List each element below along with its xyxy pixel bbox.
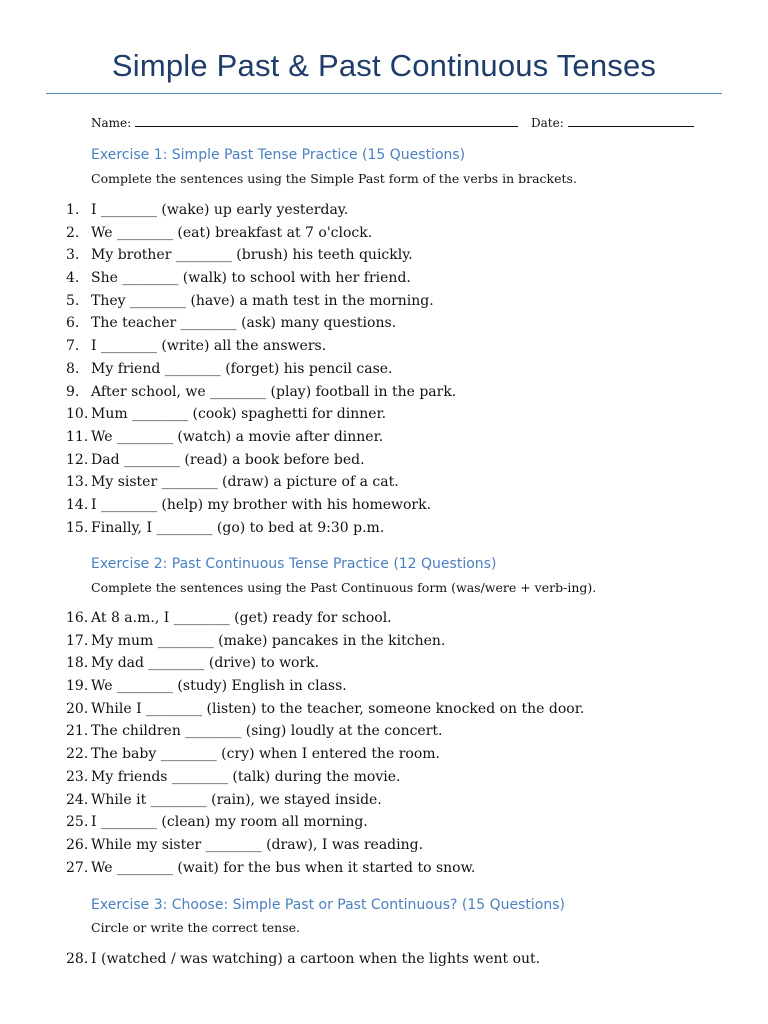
question-number: 11. [66,428,89,445]
question-text: While I ________ (listen) to the teacher, someone knocked on the door. [91,700,585,717]
question-number: 10. [66,406,89,423]
question-number: 27. [66,859,89,876]
question-number: 9. [66,383,80,400]
question-number: 12. [66,451,89,468]
question-number: 14. [66,496,89,513]
question-text: Dad ________ (read) a book before bed. [91,451,365,468]
question-text: My brother ________ (brush) his teeth quickly. [91,247,413,264]
question-text: Finally, I ________ (go) to bed at 9:30 p.m. [91,519,385,536]
question-text: While it ________ (rain), we stayed inside. [91,791,382,808]
question-text: After school, we ________ (play) football in the park. [91,383,457,400]
question-number: 2. [66,224,80,241]
question-number: 7. [66,338,80,355]
question-number: 23. [66,768,89,785]
question-text: She ________ (walk) to school with her friend. [91,270,411,287]
exercise-3-heading: Exercise 3: Choose: Simple Past or Past Continuous? (15 Questions) [91,897,565,913]
exercise-3-instruction: Circle or write the correct tense. [91,920,301,935]
question-number: 26. [66,836,89,853]
question-text: At 8 a.m., I ________ (get) ready for school. [91,610,392,626]
question-text: My friend ________ (forget) his pencil case. [91,360,393,377]
question-number: 5. [66,292,80,309]
question-number: 15. [66,519,89,536]
question-number: 13. [66,474,89,491]
question-number: 22. [66,746,89,763]
question-text: We ________ (watch) a movie after dinner. [91,428,384,445]
question-text: While my sister ________ (draw), I was reading. [91,836,424,853]
question-text: I ________ (write) all the answers. [91,338,327,355]
question-number: 25. [66,814,89,831]
question-number: 18. [66,655,89,672]
question-text: My dad ________ (drive) to work. [91,655,320,672]
question-number: 16. [66,610,89,626]
question-text: We ________ (eat) breakfast at 7 o'clock. [91,224,373,241]
exercise-1-instruction: Complete the sentences using the Simple Past form of the verbs in brackets. [91,171,577,186]
question-text: We ________ (wait) for the bus when it started to snow. [91,859,476,876]
date-field[interactable] [531,114,694,130]
name-blank-line[interactable] [135,114,518,127]
question-text: My friends ________ (talk) during the movie. [91,768,401,785]
question-number: 17. [66,632,89,649]
question-text: The teacher ________ (ask) many questions. [91,315,397,332]
question-number: 28. [66,951,89,967]
question-number: 19. [66,678,89,695]
question-number: 21. [66,723,89,740]
name-field[interactable] [91,114,518,130]
date-blank-line[interactable] [568,114,694,127]
question-text: I ________ (help) my brother with his homework. [91,496,432,513]
question-text: I ________ (clean) my room all morning. [91,814,368,831]
question-text: They ________ (have) a math test in the morning. [91,292,434,309]
exercise-2-instruction: Complete the sentences using the Past Continuous form (was/were + verb-ing). [91,580,597,595]
question-text: The children ________ (sing) loudly at the concert. [91,723,443,740]
question-text: I ________ (wake) up early yesterday. [91,202,349,218]
question-number: 20. [66,700,89,717]
question-text: My sister ________ (draw) a picture of a cat. [91,474,399,491]
page-title: Simple Past & Past Continuous Tenses [111,48,657,83]
question-number: 4. [66,270,80,287]
name-label: Name: [91,116,132,130]
question-text: My mum ________ (make) pancakes in the kitchen. [91,632,446,649]
date-label: Date: [531,116,564,130]
question-number: 3. [66,247,80,264]
question-number: 24. [66,791,89,808]
question-number: 8. [66,360,80,377]
question-text: I (watched / was watching) a cartoon when the lights went out. [91,951,541,967]
question-text: The baby ________ (cry) when I entered the room. [91,746,440,763]
question-text: We ________ (study) English in class. [91,678,347,695]
exercise-1-heading: Exercise 1: Simple Past Tense Practice (15 Questions) [91,147,466,163]
question-text: Mum ________ (cook) spaghetti for dinner. [91,406,387,423]
exercise-2-heading: Exercise 2: Past Continuous Tense Practice (12 Questions) [91,556,497,572]
question-number: 1. [66,202,80,218]
title-divider [46,93,722,94]
question-number: 6. [66,315,80,332]
